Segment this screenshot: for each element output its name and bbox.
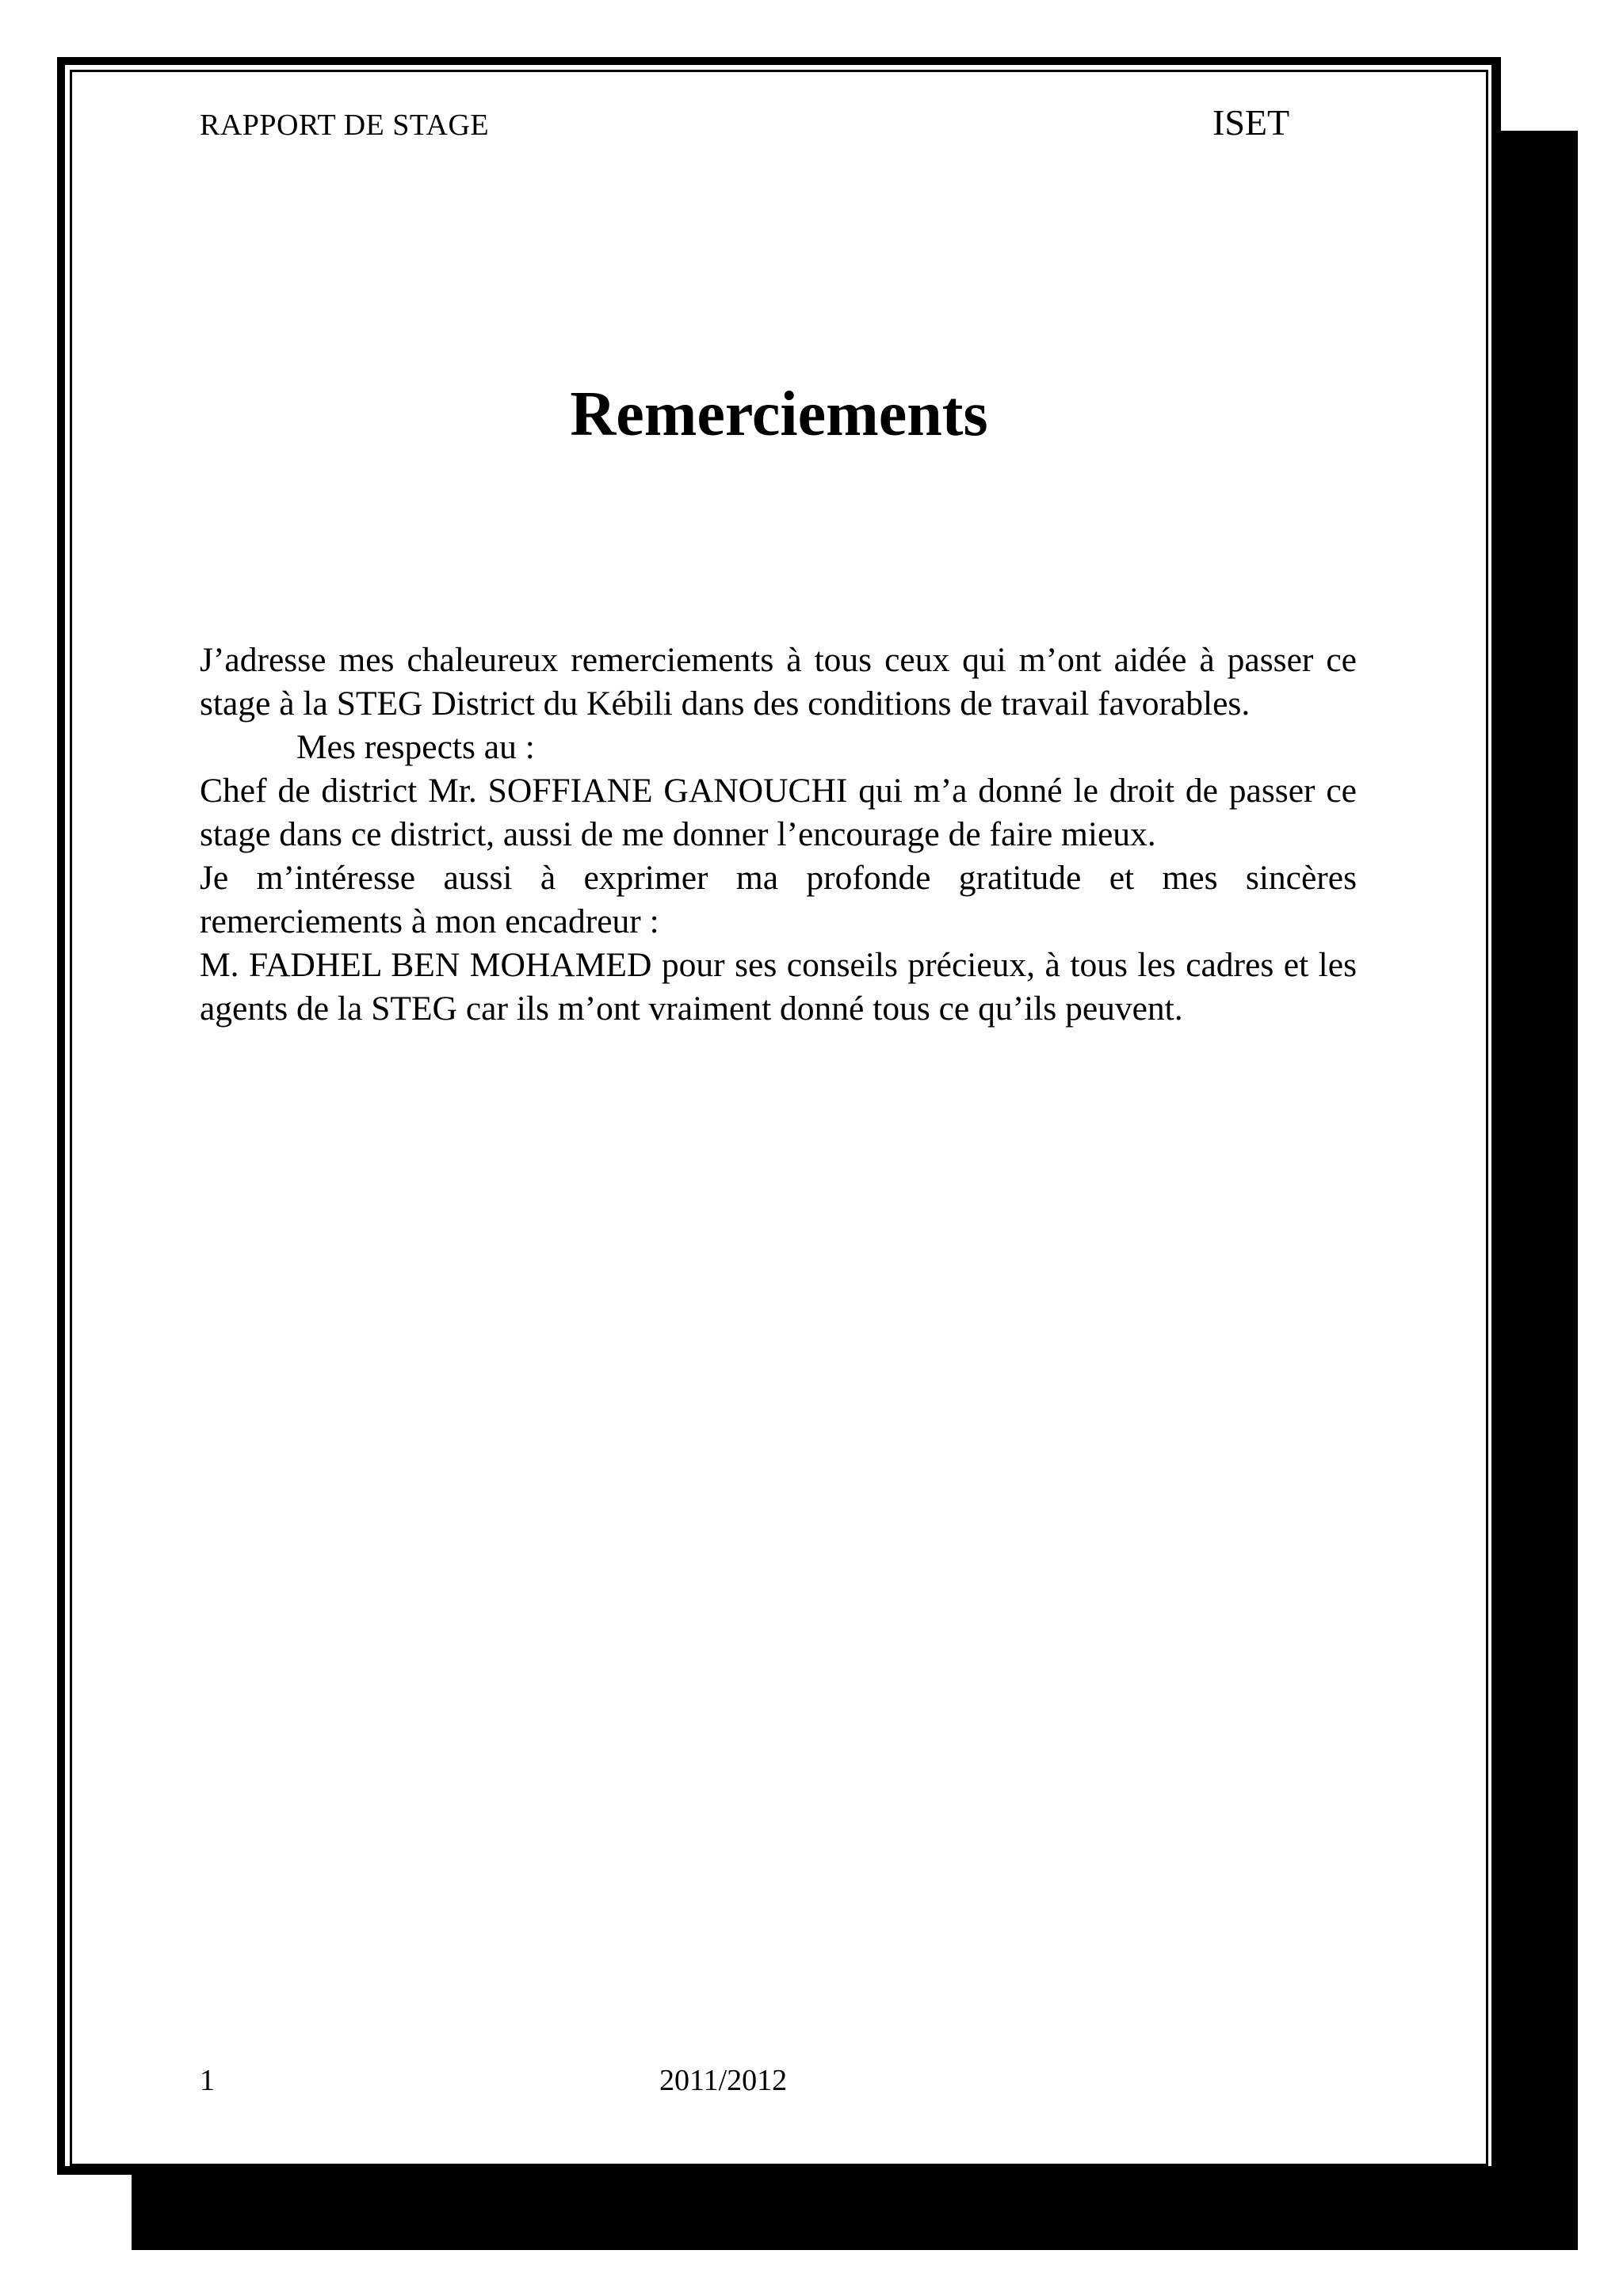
footer-academic-year: 2011/2012 <box>659 2064 788 2097</box>
acknowledgements-body <box>200 639 1357 1031</box>
paragraph-gratitude: Je m’intéresse aussi à exprimer ma profonde gratitude et mes sincères remerciements à mon encadreur : <box>200 859 1357 940</box>
footer-page-number: 1 <box>200 2064 215 2097</box>
page-title: Remerciements <box>570 379 988 449</box>
paragraph-district-chief: Chef de district Mr. SOFFIANE GANOUCHI qui m’a donné le droit de passer ce stage dans ce district, aussi de me donner l’encourage de faire mieux. <box>200 772 1357 853</box>
paragraph-respects: Mes respects au : <box>296 728 535 766</box>
paragraph-intro: J’adresse mes chaleureux remerciements à tous ceux qui m’ont aidée à passer ce stage à la STEG District du Kébili dans des conditions de travail favorables. <box>200 641 1357 723</box>
header-institution: ISET <box>1212 102 1290 143</box>
header-report-title: RAPPORT DE STAGE <box>200 109 490 142</box>
paragraph-supervisor: M. FADHEL BEN MOHAMED pour ses conseils précieux, à tous les cadres et les agents de la STEG car ils m’ont vraiment donné tous ce qu’ils peuvent. <box>200 946 1357 1028</box>
document-page <box>70 70 1488 2166</box>
